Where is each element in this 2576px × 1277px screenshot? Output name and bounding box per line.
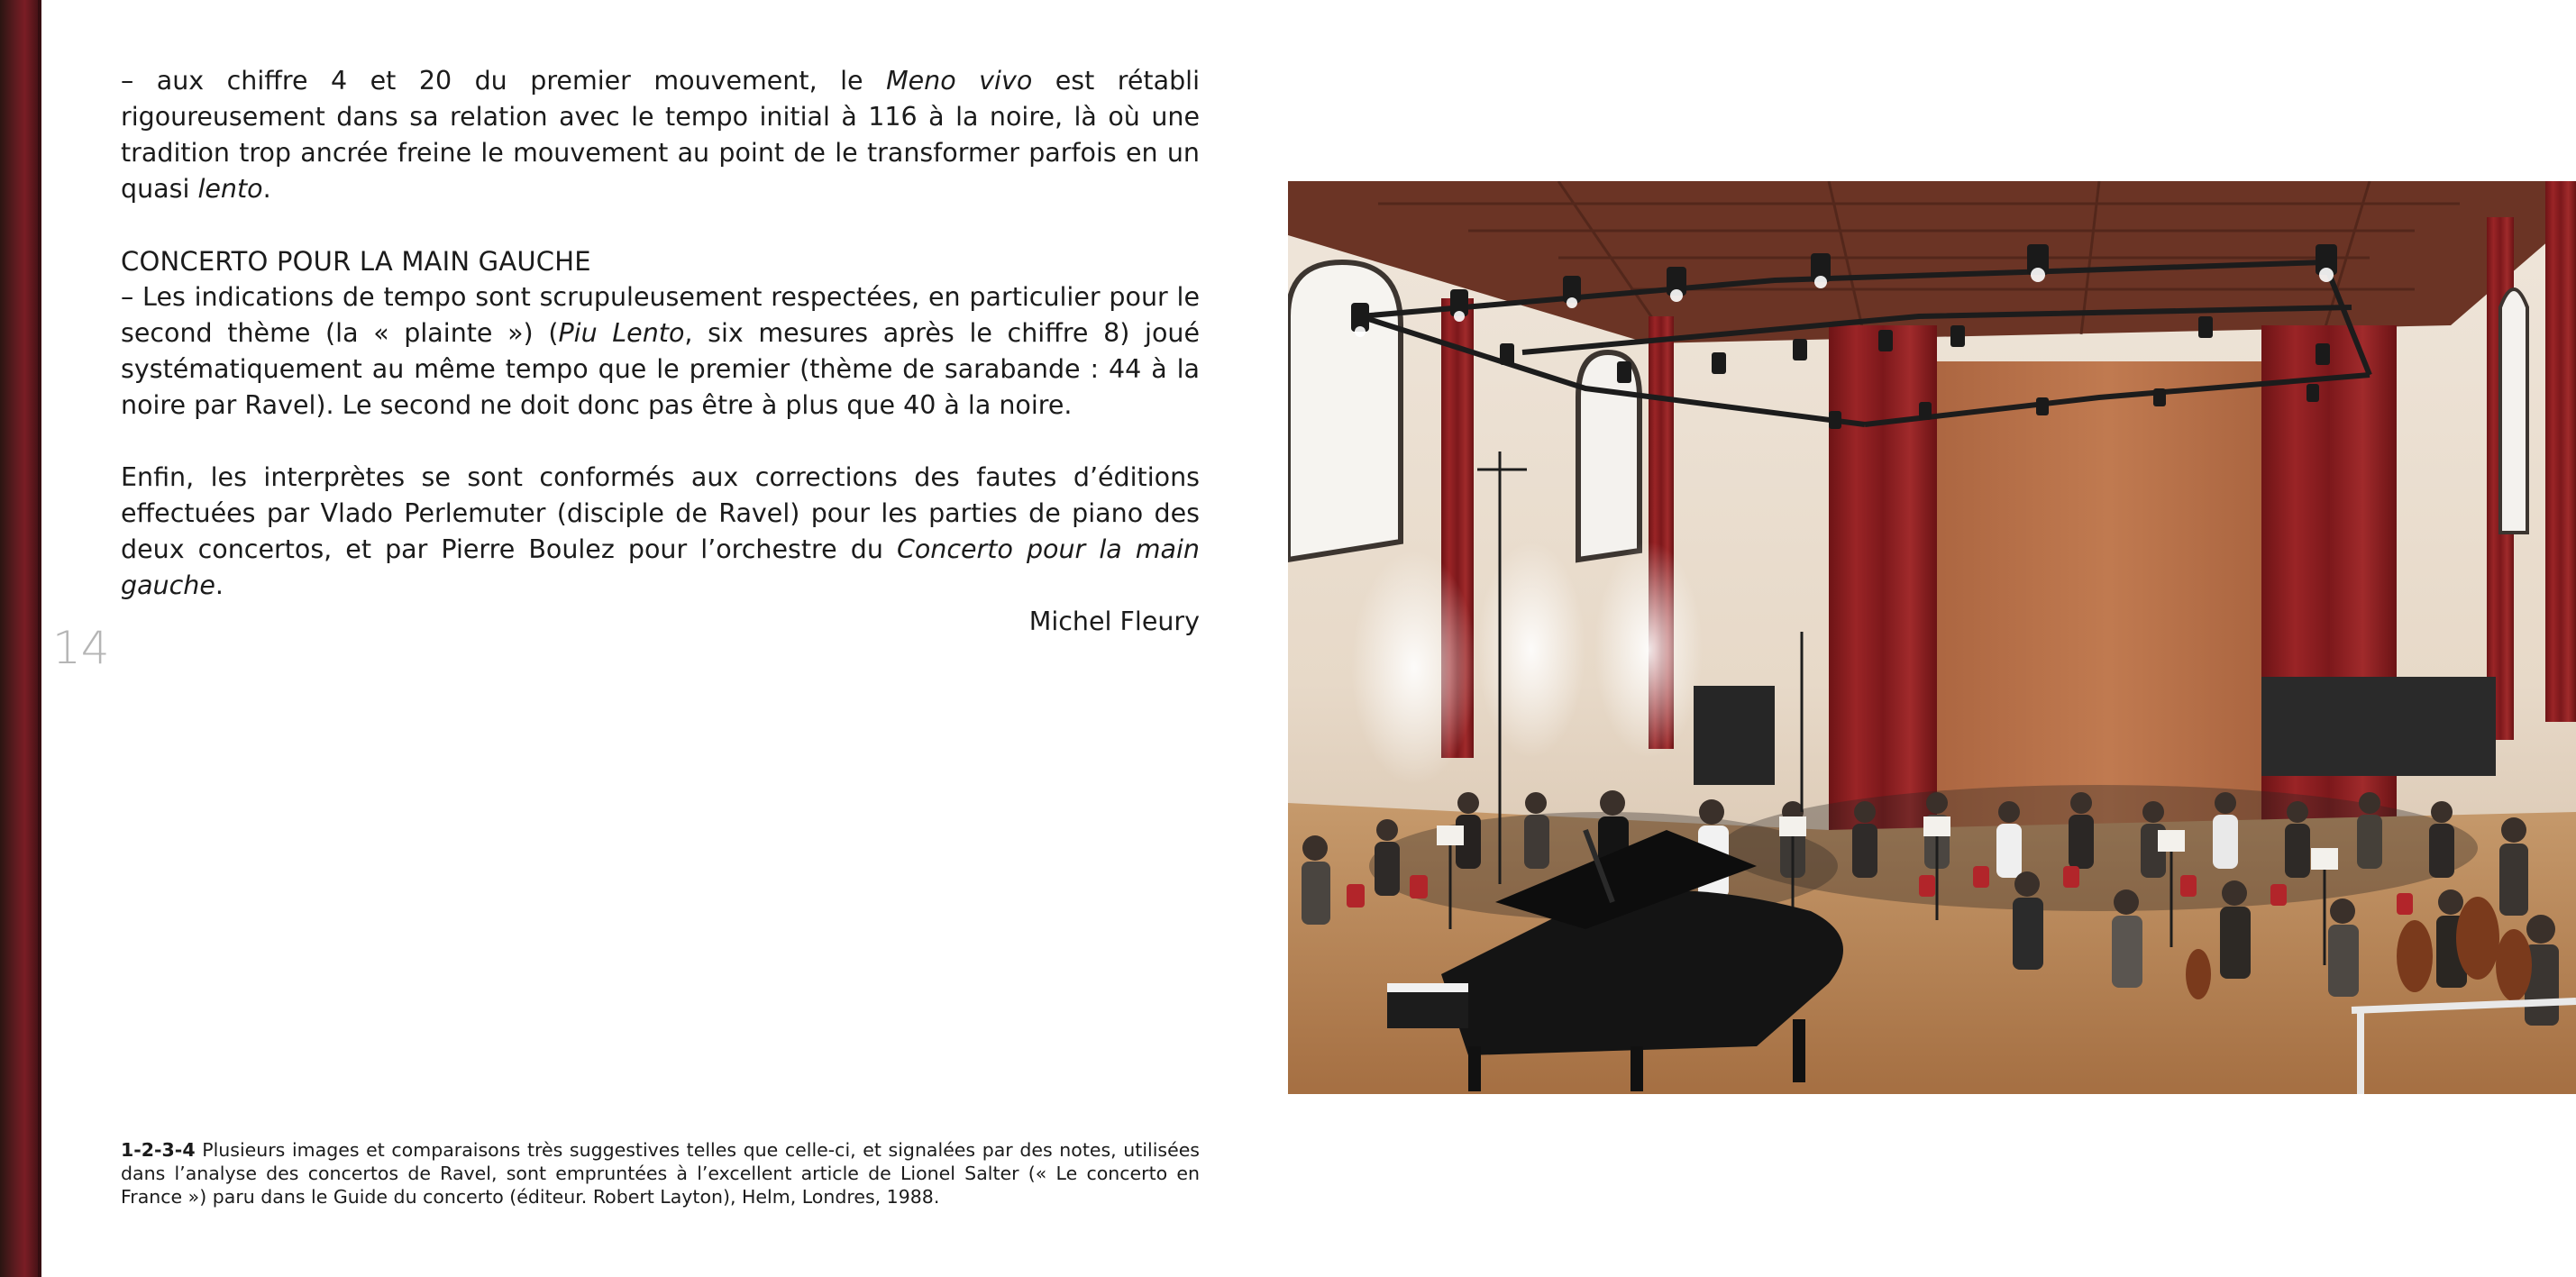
acoustic-panel bbox=[2261, 677, 2496, 776]
footnote bbox=[121, 1138, 1200, 1209]
paragraph-spacer bbox=[121, 207, 1200, 243]
paragraph3-text-a: Enfin, les interprètes se sont conformés aux corrections des fautes d’éditions effectuées par Vlado Perlemuter (disciple de Ravel) pour les parties de piano des deux concertos, et par Pierre Boulez pour l’orchestre du bbox=[121, 462, 1200, 564]
paragraph3-text-b: . bbox=[215, 570, 224, 600]
paragraph-spacer bbox=[121, 424, 1200, 460]
section-heading: CONCERTO POUR LA MAIN GAUCHE bbox=[121, 246, 591, 277]
book-binding-edge bbox=[0, 0, 41, 1277]
paragraph2-text-b: , six mesures après le chiffre 8) joué systématiquement au même tempo que le premier (thème de sarabande : 44 à la noire par Ravel). Le second ne doit donc pas être à plus que 40 à la noire. bbox=[121, 318, 1200, 420]
paragraph1-text-b: est rétabli rigoureusement dans sa relation avec le tempo initial à 116 à la noire, là où une tradition trop ancrée freine le mouvement au point de le transformer parfois en un quasi bbox=[121, 66, 1200, 204]
paragraph-corrections bbox=[121, 460, 1200, 604]
acoustic-panel bbox=[1694, 686, 1775, 785]
orchestra-rehearsal-illustration bbox=[1288, 181, 2576, 1094]
wall-light-glow bbox=[1351, 551, 1477, 785]
author-signature: Michel Fleury bbox=[1028, 607, 1200, 636]
paragraph1-italic-lento: lento bbox=[197, 174, 263, 204]
paragraph1-italic-meno-vivo: Meno vivo bbox=[886, 66, 1033, 96]
footnote-reference: 1-2-3-4 bbox=[121, 1139, 196, 1161]
curtain-right-back bbox=[2261, 325, 2397, 875]
paragraph1-text-c: . bbox=[262, 174, 271, 204]
arched-window-center bbox=[1578, 352, 1640, 560]
paragraph1-text-a: – aux chiffre 4 et 20 du premier mouvement, le bbox=[121, 66, 887, 96]
paragraph2-italic-piu-lento: Piu Lento bbox=[558, 318, 685, 348]
paragraph-tempo-indications bbox=[121, 279, 1200, 424]
page-number: 14 bbox=[52, 622, 110, 674]
curtain-right-edge bbox=[2545, 181, 2576, 722]
paragraph2-text-a: – Les indications de tempo sont scrupuleusement respectées, en particulier pour le second thème (la « plainte ») ( bbox=[121, 282, 1200, 348]
paragraph3-italic-title: Concerto pour la main gauche bbox=[121, 534, 1200, 600]
main-text-column bbox=[121, 63, 1200, 640]
wall-light-glow bbox=[1477, 542, 1585, 758]
wall-light-glow bbox=[1594, 542, 1703, 758]
orchestra-rehearsal-photo bbox=[1288, 181, 2576, 1094]
paragraph-tempo-first-movement bbox=[121, 63, 1200, 207]
footnote-text: Plusieurs images et comparaisons très suggestives telles que celle-ci, et signalées par des notes, utilisées dans l’analyse des concertos de Ravel, sont empruntées à l’excellent article de Lionel Salter (« Le concerto en France ») paru dans le Guide du concerto (éditeur. Robert Layton), Helm, Londres, 1988. bbox=[121, 1139, 1200, 1208]
arched-window-right bbox=[2500, 289, 2527, 533]
arched-window-left bbox=[1288, 262, 1401, 560]
